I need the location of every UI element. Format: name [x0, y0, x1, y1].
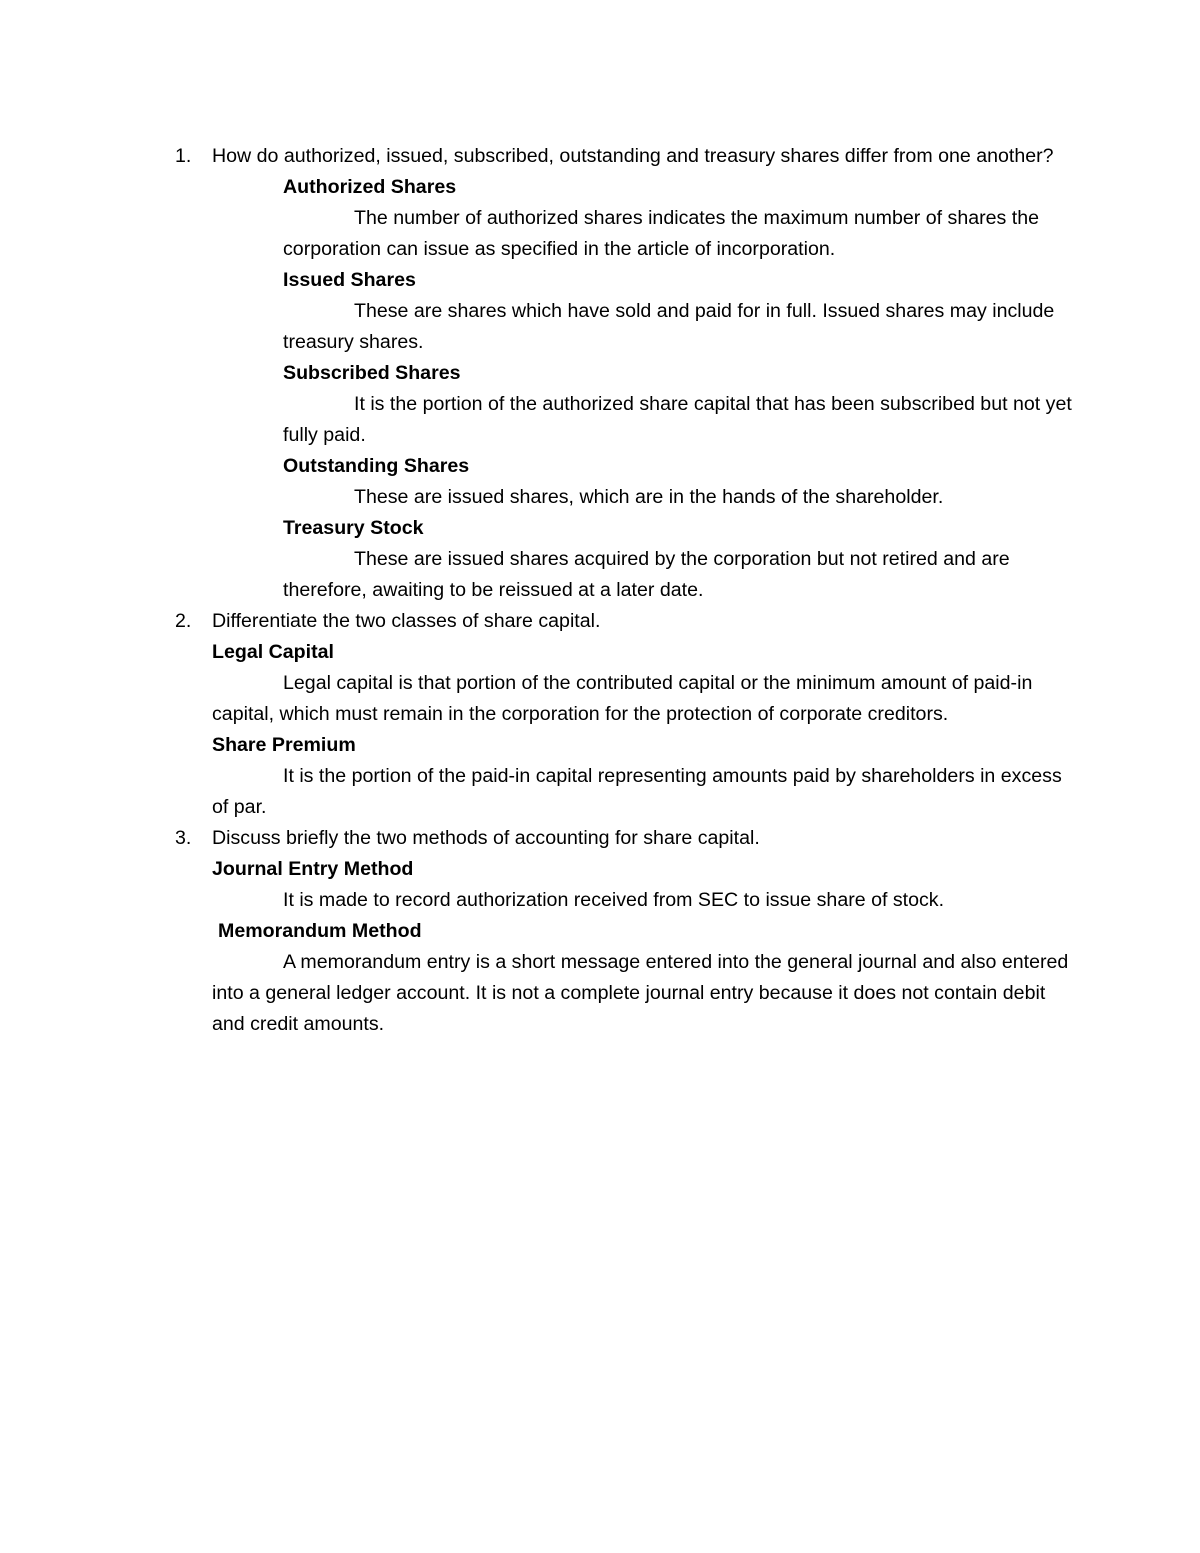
question-number: 1. [175, 145, 192, 167]
question-number: 3. [175, 827, 192, 849]
answer-authorized-shares [212, 172, 1075, 265]
answer-title: Treasury Stock [283, 517, 424, 539]
question-number: 2. [175, 610, 192, 632]
question-1 [175, 141, 1075, 606]
answer-treasury-stock [212, 513, 1075, 606]
answer-title: Journal Entry Method [212, 858, 414, 880]
answer-subscribed-shares [212, 358, 1075, 451]
answer-title: Issued Shares [283, 269, 416, 291]
question-2 [175, 606, 1075, 823]
document-content [175, 141, 1075, 1040]
answer-body: These are issued shares acquired by the corporation but not retired and are therefore, awaiting to be reissued at a later date. [283, 548, 1010, 601]
answer-issued-shares [212, 265, 1075, 358]
question-text: Differentiate the two classes of share capital. [212, 610, 601, 632]
answer-body: These are issued shares, which are in the hands of the shareholder. [354, 486, 944, 508]
answer-body: A memorandum entry is a short message entered into the general journal and also entered into a general ledger account. It is not a complete journal entry because it does not contain debit and credit amounts. [212, 951, 1069, 1035]
answer-share-premium [212, 730, 1075, 823]
answer-journal-entry-method [212, 854, 1075, 916]
answer-memorandum-method [212, 916, 1075, 1040]
answer-title: Authorized Shares [283, 176, 457, 198]
question-text: Discuss briefly the two methods of accounting for share capital. [212, 827, 760, 849]
answer-title: Memorandum Method [218, 920, 422, 942]
answer-body: It is made to record authorization received from SEC to issue share of stock. [283, 889, 945, 911]
answer-title: Share Premium [212, 734, 356, 756]
answer-body: It is the portion of the authorized share capital that has been subscribed but not yet fully paid. [283, 393, 1072, 446]
answer-body: These are shares which have sold and paid for in full. Issued shares may include treasury shares. [283, 300, 1055, 353]
answer-outstanding-shares [212, 451, 1075, 513]
answer-title: Outstanding Shares [283, 455, 470, 477]
answer-title: Legal Capital [212, 641, 334, 663]
answer-body: The number of authorized shares indicates the maximum number of shares the corporation can issue as specified in the article of incorporation. [283, 207, 1040, 260]
answer-legal-capital [212, 637, 1075, 730]
answer-title: Subscribed Shares [283, 362, 461, 384]
answer-body: It is the portion of the paid-in capital representing amounts paid by shareholders in excess of par. [212, 765, 1062, 818]
question-3 [175, 823, 1075, 1040]
question-text: How do authorized, issued, subscribed, outstanding and treasury shares differ from one another? [212, 145, 1054, 167]
answer-body: Legal capital is that portion of the contributed capital or the minimum amount of paid-in capital, which must remain in the corporation for the protection of corporate creditors. [212, 672, 1033, 725]
